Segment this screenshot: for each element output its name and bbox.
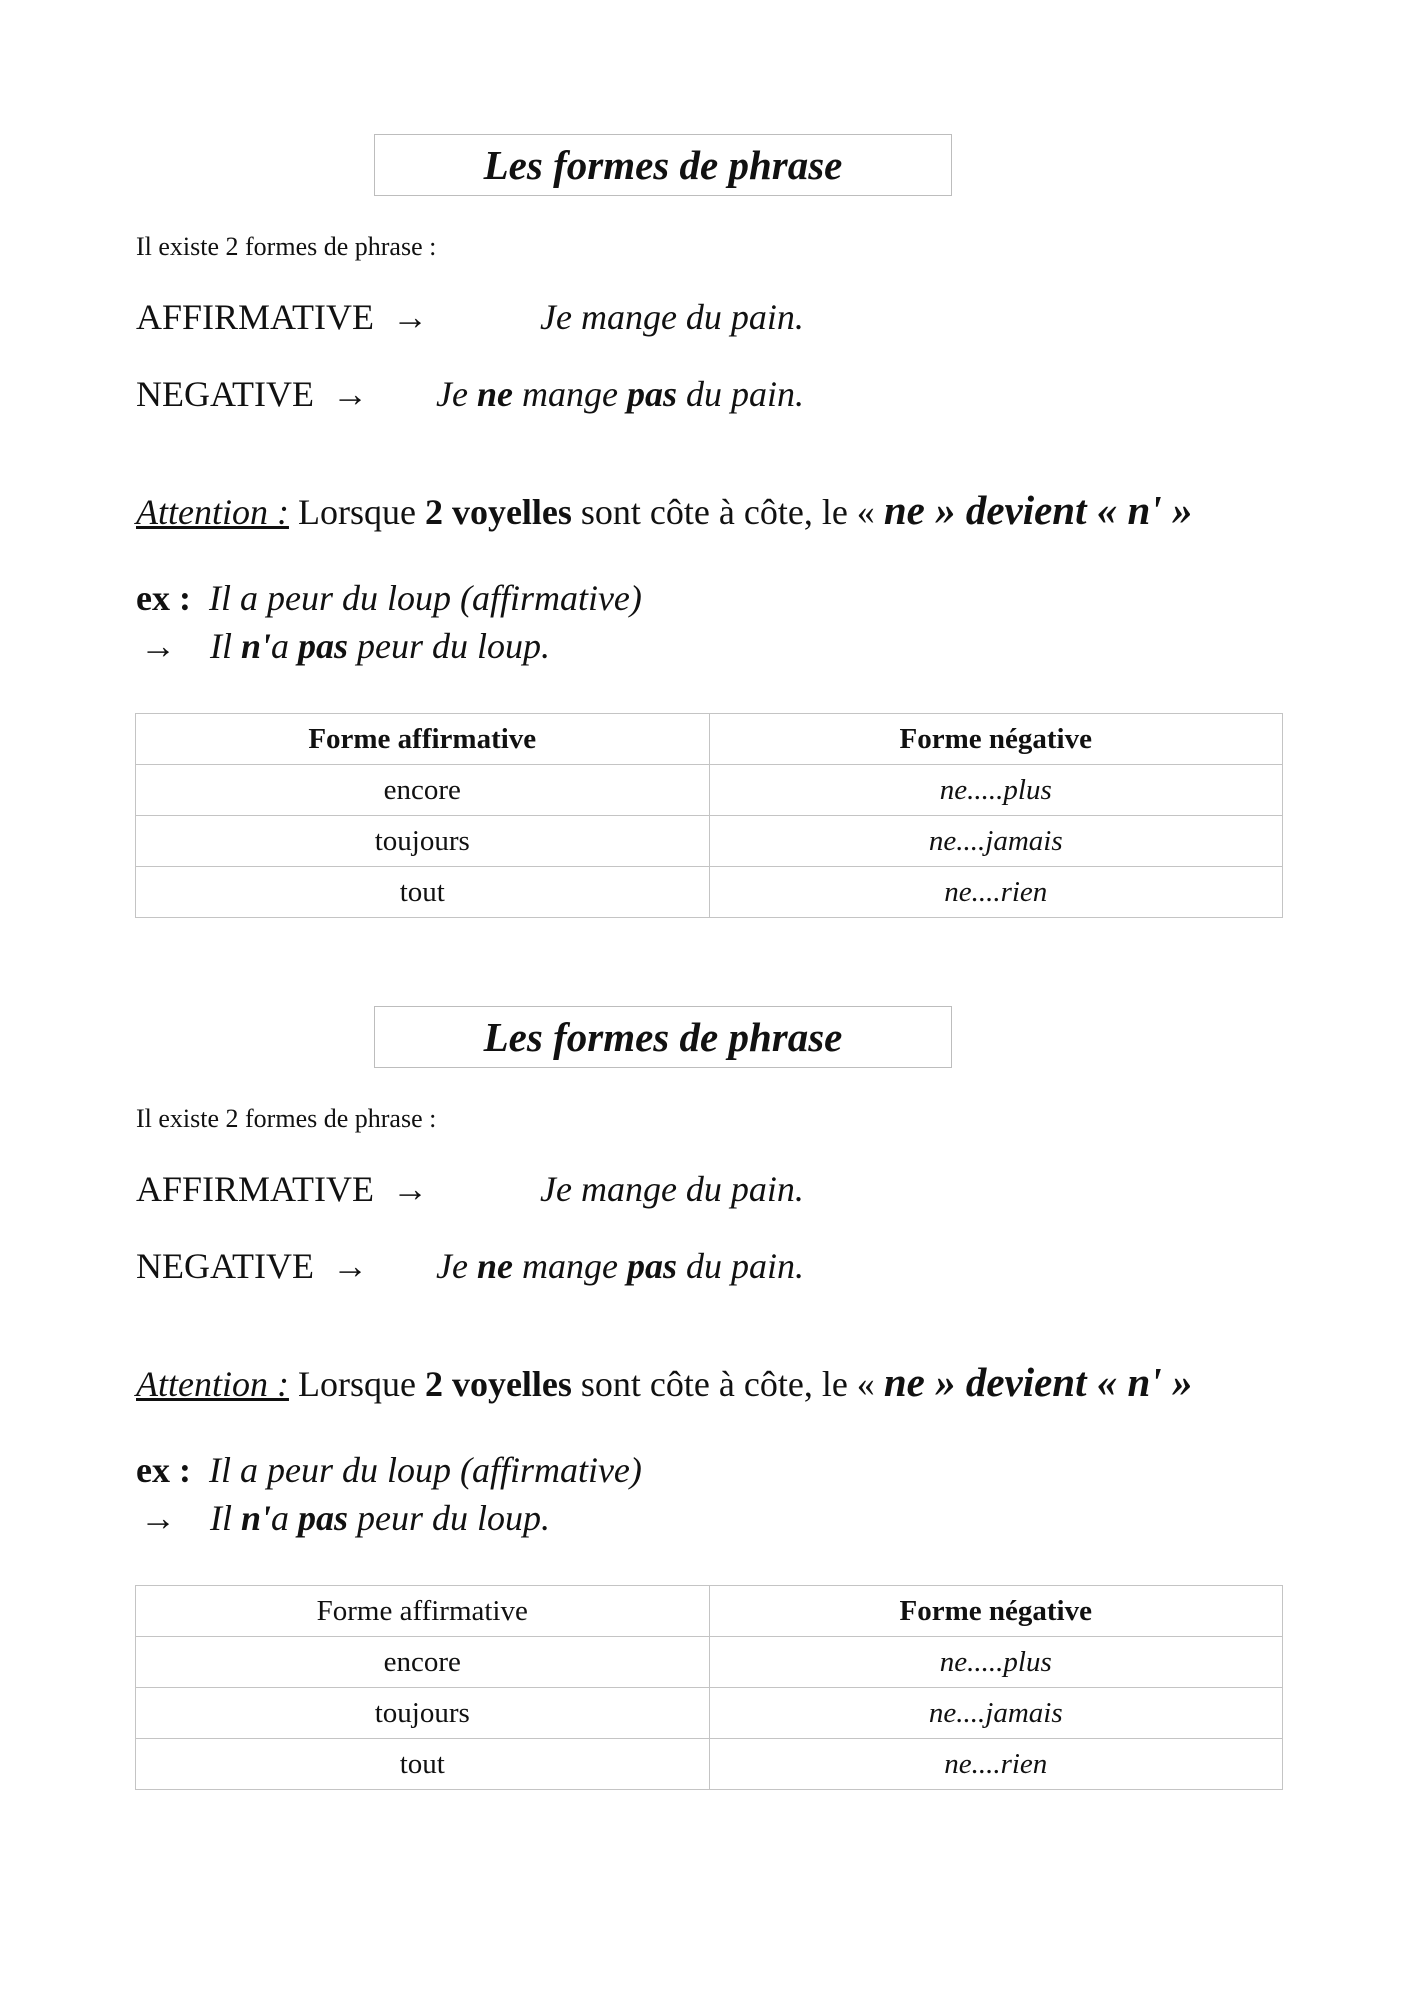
example-negative-line — [136, 625, 550, 667]
table-header: Forme affirmative — [136, 714, 710, 765]
table-header: Forme négative — [709, 1586, 1283, 1637]
example-neg-part: peur du loup. — [348, 626, 551, 666]
example-neg-pas: pas — [298, 626, 349, 666]
example-neg-part: peur du loup. — [348, 1498, 551, 1538]
attention-bold: 2 voyelles — [424, 492, 572, 532]
attention-text: sont côte à côte, le « — [571, 492, 884, 532]
negation-table — [135, 1585, 1283, 1790]
example-sentence: Il a peur du loup (affirmative) — [208, 1450, 642, 1490]
arrow-icon: → — [140, 626, 176, 666]
arrow-icon: → — [331, 374, 368, 414]
table-row — [136, 816, 1283, 867]
example-negative-line — [136, 1497, 550, 1539]
table-cell: tout — [136, 1739, 710, 1790]
lesson-title: Les formes de phrase — [374, 134, 952, 196]
table-row — [136, 1739, 1283, 1790]
negative-example — [436, 373, 804, 415]
attention-text: Lorsque — [288, 1364, 425, 1404]
attention-line — [136, 1358, 1192, 1406]
arrow-icon: → — [331, 1246, 368, 1286]
attention-devient: » devient « — [924, 1359, 1128, 1405]
table-header: Forme négative — [709, 714, 1283, 765]
example-neg-n-apostrophe: n' — [241, 1498, 272, 1538]
attention-bold: 2 voyelles — [424, 1364, 572, 1404]
attention-close: » — [1161, 1359, 1193, 1405]
negative-example-part: Je — [436, 374, 477, 414]
example-sentence: Il a peur du loup (affirmative) — [208, 578, 642, 618]
negative-ne: ne — [476, 1246, 513, 1286]
arrow-icon: → — [140, 1498, 176, 1538]
attention-n-apostrophe: n' — [1127, 1359, 1162, 1405]
table-cell: ne....jamais — [709, 816, 1283, 867]
negative-pas: pas — [626, 374, 677, 414]
attention-label: Attention : — [136, 492, 289, 532]
table-cell: ne.....plus — [709, 1637, 1283, 1688]
example-neg-pas: pas — [298, 1498, 349, 1538]
table-row — [136, 1637, 1283, 1688]
negative-ne: ne — [476, 374, 513, 414]
example-line — [136, 577, 642, 619]
attention-n-apostrophe: n' — [1127, 487, 1162, 533]
affirmative-line — [136, 1168, 428, 1210]
negative-label: NEGATIVE — [136, 374, 314, 414]
intro-text: Il existe 2 formes de phrase : — [136, 1104, 437, 1133]
table-header-row — [136, 714, 1283, 765]
attention-label: Attention : — [136, 1364, 289, 1404]
table-cell: encore — [136, 1637, 710, 1688]
table-cell: toujours — [136, 1688, 710, 1739]
table-header: Forme affirmative — [136, 1586, 710, 1637]
example-neg-part: a — [271, 1498, 299, 1538]
table-cell: tout — [136, 867, 710, 918]
example-neg-n-apostrophe: n' — [241, 626, 272, 666]
attention-ne: ne — [883, 487, 925, 533]
affirmative-example: Je mange du pain. — [540, 297, 804, 337]
table-cell: ne....rien — [709, 867, 1283, 918]
affirmative-line — [136, 296, 428, 338]
affirmative-label: AFFIRMATIVE — [136, 297, 375, 337]
negative-example-part: Je — [436, 1246, 477, 1286]
negative-line — [136, 373, 368, 415]
example-neg-part: Il — [210, 626, 241, 666]
lesson-title: Les formes de phrase — [374, 1006, 952, 1068]
negative-example-part: mange — [512, 374, 627, 414]
table-cell: encore — [136, 765, 710, 816]
attention-text: Lorsque — [288, 492, 425, 532]
arrow-icon: → — [392, 1169, 429, 1209]
example-neg-part: Il — [210, 1498, 241, 1538]
example-label: ex : — [136, 578, 191, 618]
attention-ne: ne — [883, 1359, 925, 1405]
table-cell: ne....jamais — [709, 1688, 1283, 1739]
table-row — [136, 1688, 1283, 1739]
example-label: ex : — [136, 1450, 191, 1490]
table-cell: ne....rien — [709, 1739, 1283, 1790]
example-neg-part: a — [271, 626, 299, 666]
negative-label: NEGATIVE — [136, 1246, 314, 1286]
attention-line — [136, 486, 1192, 534]
attention-devient: » devient « — [924, 487, 1128, 533]
intro-text: Il existe 2 formes de phrase : — [136, 232, 437, 261]
negative-example-part: du pain. — [676, 1246, 804, 1286]
affirmative-label: AFFIRMATIVE — [136, 1169, 375, 1209]
negative-pas: pas — [626, 1246, 677, 1286]
negative-example-part: du pain. — [676, 374, 804, 414]
lesson-section-1 — [0, 0, 1414, 908]
arrow-icon: → — [392, 297, 429, 337]
lesson-section-2 — [0, 872, 1414, 1780]
table-cell: ne.....plus — [709, 765, 1283, 816]
table-header-row — [136, 1586, 1283, 1637]
attention-close: » — [1161, 487, 1193, 533]
negative-example-part: mange — [512, 1246, 627, 1286]
negative-line — [136, 1245, 368, 1287]
attention-text: sont côte à côte, le « — [571, 1364, 884, 1404]
affirmative-example: Je mange du pain. — [540, 1169, 804, 1209]
table-row — [136, 765, 1283, 816]
negative-example — [436, 1245, 804, 1287]
table-cell: toujours — [136, 816, 710, 867]
example-line — [136, 1449, 642, 1491]
